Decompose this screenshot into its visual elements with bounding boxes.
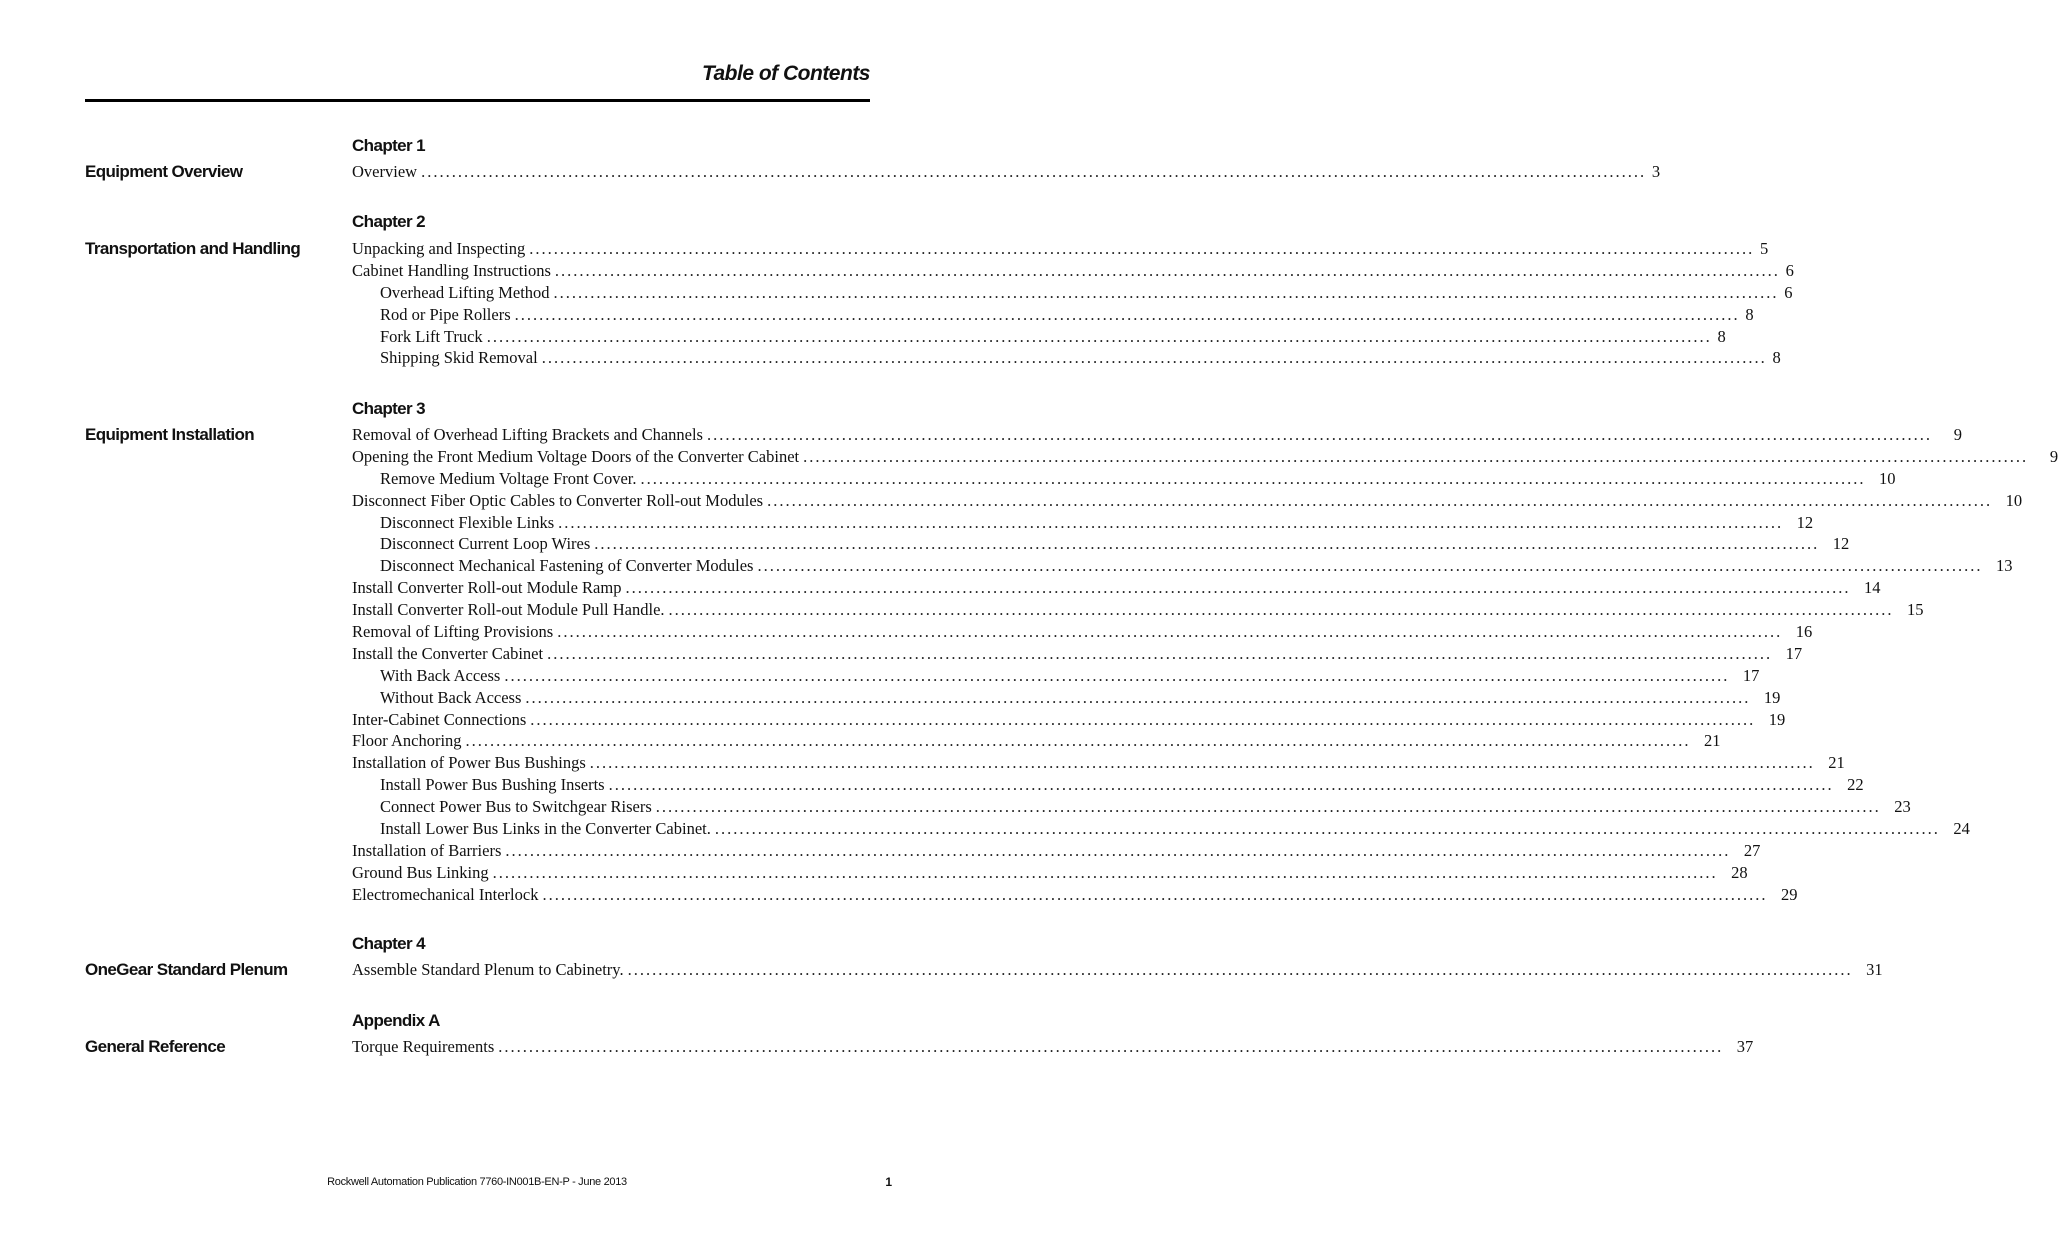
dot-leader: ........................................................................................................................................................................................................ xyxy=(554,260,1780,280)
toc-entry-label: Without Back Access xyxy=(380,687,522,707)
toc-entry[interactable] xyxy=(352,622,1813,644)
chapter-label: Appendix A xyxy=(352,1011,440,1030)
toc-entry-page: 22 xyxy=(1847,775,1864,795)
toc-entry[interactable] xyxy=(352,840,1761,863)
dot-leader: ........................................................................................................................................................................................................ xyxy=(625,578,1851,598)
toc-entry-label: Disconnect Current Loop Wires xyxy=(380,534,591,554)
toc-entry[interactable] xyxy=(352,304,1754,327)
toc-entry-page: 12 xyxy=(1796,512,1814,532)
dot-leader: ........................................................................................................................................................................................................ xyxy=(498,1037,1724,1056)
toc-entry-label: Installation of Power Bus Bushings xyxy=(352,753,586,773)
toc-entry-page: 37 xyxy=(1736,1037,1754,1056)
toc-entry-page: 6 xyxy=(1784,282,1793,302)
toc-entry-page: 3 xyxy=(1651,162,1661,181)
toc-entry[interactable] xyxy=(352,534,1850,556)
toc-entry[interactable] xyxy=(352,162,1661,184)
dot-leader: ........................................................................................................................................................................................................ xyxy=(557,622,1783,642)
toc-entry[interactable] xyxy=(352,884,1798,907)
toc-entry-page: 21 xyxy=(1828,753,1845,773)
toc-entry[interactable] xyxy=(352,643,1803,666)
toc-entry[interactable] xyxy=(352,282,1793,305)
toc-entry[interactable] xyxy=(352,468,1896,491)
dot-leader: ........................................................................................................................................................................................................ xyxy=(525,687,1751,707)
toc-entries xyxy=(352,960,1883,982)
toc-entry-page: 21 xyxy=(1704,731,1721,751)
toc-entry-page: 16 xyxy=(1795,622,1813,642)
toc-entry-label: Assemble Standard Plenum to Cabinetry. xyxy=(352,960,624,979)
toc-entry-label: Torque Requirements xyxy=(352,1037,495,1056)
dot-leader: ........................................................................................................................................................................................................ xyxy=(505,840,1731,860)
toc-entry-label: Disconnect Fiber Optic Cables to Converter Roll-out Modules xyxy=(352,490,764,510)
dot-leader: ........................................................................................................................................................................................................ xyxy=(589,753,1815,773)
toc-entry-label: Opening the Front Medium Voltage Doors of the Converter Cabinet xyxy=(352,446,800,466)
part-title: Equipment Installation xyxy=(85,425,255,444)
toc-entry-page: 29 xyxy=(1780,884,1798,904)
toc-entry-label: Removal of Overhead Lifting Brackets and Channels xyxy=(352,425,703,444)
toc-entry-label: Installation of Barriers xyxy=(352,840,502,860)
toc-entries xyxy=(352,162,1661,184)
dot-leader: ........................................................................................................................................................................................................ xyxy=(542,884,1768,904)
toc-entry-label: Connect Power Bus to Switchgear Risers xyxy=(380,797,652,817)
chapter-label: Chapter 1 xyxy=(352,136,426,155)
dot-leader: ........................................................................................................................................................................................................ xyxy=(504,665,1730,685)
dot-leader: ........................................................................................................................................................................................................ xyxy=(547,643,1773,663)
dot-leader: ........................................................................................................................................................................................................ xyxy=(421,162,1647,181)
toc-entry-label: Rod or Pipe Rollers xyxy=(380,304,511,324)
toc-entry-page: 15 xyxy=(1907,600,1924,620)
dot-leader: ........................................................................................................................................................................................................ xyxy=(514,304,1740,324)
chapter-label: Chapter 4 xyxy=(352,934,426,953)
toc-entry-label: Install Converter Roll-out Module Pull Handle. xyxy=(352,600,665,620)
toc-entry[interactable] xyxy=(352,600,1924,622)
toc-entry-label: Ground Bus Linking xyxy=(352,862,489,882)
toc-entry[interactable] xyxy=(352,239,1769,261)
toc-entries xyxy=(352,425,2058,907)
footer-publication: Rockwell Automation Publication 7760-IN001B-EN-P - June 2013 xyxy=(327,1176,627,1188)
toc-entry-page: 10 xyxy=(2005,490,2023,510)
toc-entry[interactable] xyxy=(352,862,1748,885)
toc-entry-page: 24 xyxy=(1953,819,1970,839)
toc-entry-label: Unpacking and Inspecting xyxy=(352,239,526,258)
dot-leader: ........................................................................................................................................................................................................ xyxy=(486,326,1712,346)
toc-entry-label: Floor Anchoring xyxy=(352,731,462,751)
part-title: General Reference xyxy=(85,1037,226,1056)
toc-entry-label: With Back Access xyxy=(380,665,501,685)
toc-entry-page: 10 xyxy=(1879,468,1896,488)
dot-leader: ........................................................................................................................................................................................................ xyxy=(553,282,1779,302)
part-title: Transportation and Handling xyxy=(85,239,301,258)
dot-leader: ........................................................................................................................................................................................................ xyxy=(627,960,1853,979)
toc-entry[interactable] xyxy=(352,797,1911,819)
toc-entry-label: Install Lower Bus Links in the Converter Cabinet. xyxy=(380,819,711,839)
toc-entry-label: Cabinet Handling Instructions xyxy=(352,260,551,280)
dot-leader: ........................................................................................................................................................................................................ xyxy=(529,239,1755,258)
toc-entry-label: Install Converter Roll-out Module Ramp xyxy=(352,578,622,598)
toc-entry[interactable] xyxy=(352,425,1962,447)
dot-leader: ........................................................................................................................................................................................................ xyxy=(803,446,2029,466)
toc-entry-page: 12 xyxy=(1832,534,1850,554)
toc-entry-label: Remove Medium Voltage Front Cover. xyxy=(380,468,637,488)
dot-leader: ........................................................................................................................................................................................................ xyxy=(465,731,1691,751)
toc-entry-label: Disconnect Flexible Links xyxy=(380,512,555,532)
toc-entry[interactable] xyxy=(352,775,1864,797)
toc-entry-page: 8 xyxy=(1772,348,1781,368)
toc-entry[interactable] xyxy=(352,326,1726,349)
dot-leader: ........................................................................................................................................................................................................ xyxy=(767,490,1993,510)
toc-entry[interactable] xyxy=(352,348,1781,370)
dot-leader: ........................................................................................................................................................................................................ xyxy=(706,425,1932,444)
header-rule xyxy=(85,99,870,102)
toc-entry-page: 8 xyxy=(1745,304,1754,324)
toc-entry-page: 17 xyxy=(1785,643,1803,663)
toc-entry[interactable] xyxy=(352,260,1794,283)
dot-leader: ........................................................................................................................................................................................................ xyxy=(757,556,1983,576)
toc-entry-label: Fork Lift Truck xyxy=(380,326,483,346)
toc-entry-page: 31 xyxy=(1866,960,1883,979)
toc-entry[interactable] xyxy=(352,687,1781,710)
page-header-title: Table of Contents xyxy=(701,62,870,85)
dot-leader: ........................................................................................................................................................................................................ xyxy=(640,468,1866,488)
toc-entry[interactable] xyxy=(352,446,2058,469)
toc-entry-page: 5 xyxy=(1759,239,1769,258)
toc-entry-page: 8 xyxy=(1717,326,1726,346)
toc-entry[interactable] xyxy=(352,665,1760,688)
toc-entry-page: 23 xyxy=(1894,797,1911,817)
toc-entry-label: Install the Converter Cabinet xyxy=(352,643,544,663)
toc-entry-page: 9 xyxy=(2049,446,2058,466)
chapter-label: Chapter 2 xyxy=(352,212,426,231)
toc-entry-label: Inter-Cabinet Connections xyxy=(352,709,527,729)
toc-entry-page: 27 xyxy=(1743,840,1761,860)
toc-entry[interactable] xyxy=(352,556,2013,578)
toc-entry-label: Shipping Skid Removal xyxy=(380,348,538,368)
part-title: OneGear Standard Plenum xyxy=(85,960,288,979)
footer-page-number: 1 xyxy=(885,1175,892,1189)
dot-leader: ........................................................................................................................................................................................................ xyxy=(668,600,1894,620)
toc-entry-label: Removal of Lifting Provisions xyxy=(352,622,554,642)
dot-leader: ........................................................................................................................................................................................................ xyxy=(541,348,1767,368)
dot-leader: ........................................................................................................................................................................................................ xyxy=(714,819,1940,839)
toc-entry[interactable] xyxy=(352,512,1814,535)
toc-entry-label: Disconnect Mechanical Fastening of Converter Modules xyxy=(380,556,754,576)
dot-leader: ........................................................................................................................................................................................................ xyxy=(608,775,1834,795)
toc-entry-page: 19 xyxy=(1763,687,1781,707)
toc-entry-page: 13 xyxy=(1995,556,2013,576)
toc-entry-label: Overhead Lifting Method xyxy=(380,282,550,302)
toc-entry-page: 19 xyxy=(1768,709,1786,729)
toc-entry[interactable] xyxy=(352,753,1845,775)
toc-entry-label: Overview xyxy=(352,162,418,181)
toc-entry-page: 6 xyxy=(1785,260,1794,280)
toc-entry-page: 14 xyxy=(1863,578,1881,598)
dot-leader: ........................................................................................................................................................................................................ xyxy=(594,534,1820,554)
part-title: Equipment Overview xyxy=(85,162,243,181)
dot-leader: ........................................................................................................................................................................................................ xyxy=(492,862,1718,882)
toc-entry[interactable] xyxy=(352,731,1721,753)
chapter-label: Chapter 3 xyxy=(352,399,426,418)
dot-leader: ........................................................................................................................................................................................................ xyxy=(558,512,1784,532)
toc-entries xyxy=(352,1037,1754,1059)
toc-entry[interactable] xyxy=(352,819,1970,841)
toc-entry-label: Electromechanical Interlock xyxy=(352,884,539,904)
toc-entries xyxy=(352,239,1794,370)
toc-entry-page: 28 xyxy=(1731,862,1748,882)
dot-leader: ........................................................................................................................................................................................................ xyxy=(655,797,1881,817)
dot-leader: ........................................................................................................................................................................................................ xyxy=(530,709,1756,729)
toc-entry[interactable] xyxy=(352,960,1883,982)
toc-entry[interactable] xyxy=(352,578,1881,600)
toc-entry-label: Install Power Bus Bushing Inserts xyxy=(380,775,605,795)
toc-entry[interactable] xyxy=(352,1037,1754,1059)
toc-entry-page: 9 xyxy=(1953,425,1962,444)
toc-entry[interactable] xyxy=(352,490,2023,513)
toc-entry[interactable] xyxy=(352,709,1786,732)
toc-entry-page: 17 xyxy=(1742,665,1760,685)
